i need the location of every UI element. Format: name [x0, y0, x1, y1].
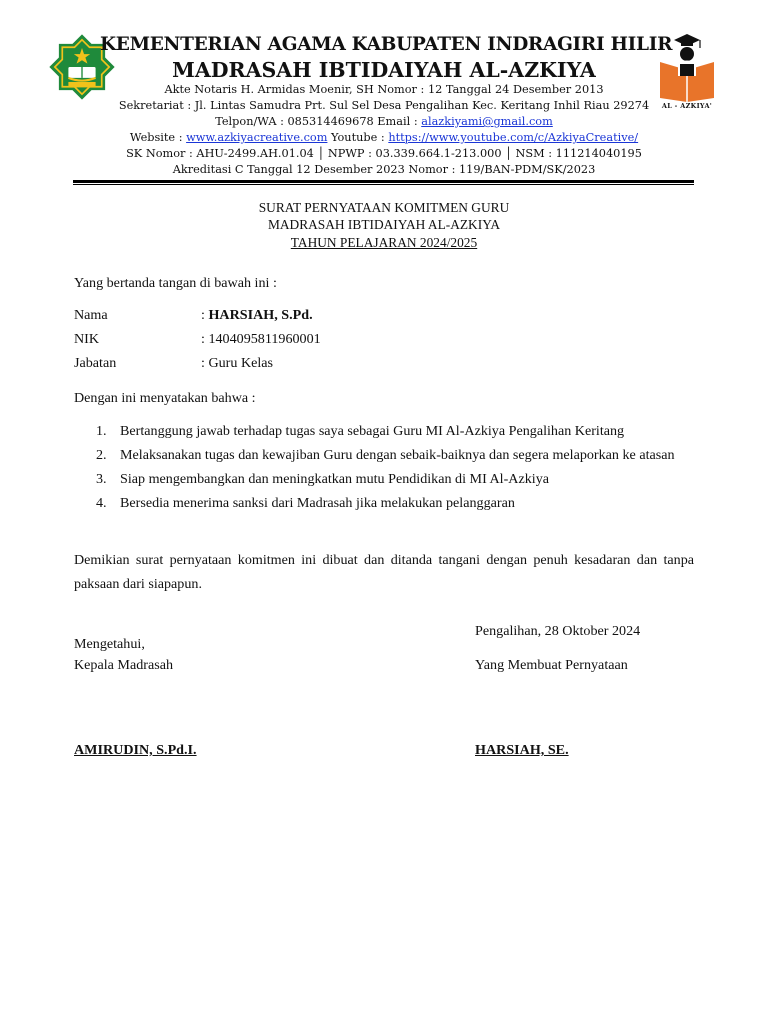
colon: :: [201, 331, 209, 347]
letterhead-divider-thick: [73, 180, 694, 183]
maker-signatory-name: HARSIAH, SE.: [475, 742, 569, 758]
head-signatory-name: AMIRUDIN, S.Pd.I.: [74, 742, 197, 758]
colon: :: [201, 307, 209, 323]
logo-caption: AL - AZKIYA': [661, 102, 713, 110]
doc-title: SURAT PERNYATAAN KOMITMEN GURU: [258, 200, 510, 215]
intro-text: Yang bertanda tangan di bawah ini :: [74, 275, 277, 291]
website-label: Website :: [129, 131, 187, 144]
position-value: Guru Kelas: [208, 355, 274, 371]
youtube-link[interactable]: https://www.youtube.com/c/AzkiyaCreative/: [388, 131, 639, 144]
youtube-label: Youtube :: [327, 131, 389, 144]
doc-subtitle: MADRASAH IBTIDAIYAH AL-AZKIYA: [267, 217, 501, 232]
item-text: Bersedia menerima sanksi dari Madrasah jika melakukan pelanggaran: [120, 495, 515, 511]
item-text: Bertanggung jawab terhadap tugas saya sebagai Guru MI Al-Azkiya Pengalihan Keritang: [120, 423, 625, 439]
item-number: 4.: [96, 495, 107, 511]
notary-line: Akte Notaris H. Armidas Moenir, SH Nomor : 12 Tanggal 24 Desember 2013: [164, 83, 604, 96]
registration-line: SK Nomor : AHU-2499.AH.01.04 │ NPWP : 03.339.664.1-213.000 │ NSM : 111214040195: [126, 147, 642, 160]
ministry-name: KEMENTERIAN AGAMA KABUPATEN INDRAGIRI HILIR: [100, 34, 673, 55]
head-title: Kepala Madrasah: [74, 657, 174, 673]
commitment-list: [74, 419, 694, 515]
item-number: 2.: [96, 447, 107, 463]
web-line: [100, 130, 668, 146]
item-text: Melaksanakan tugas dan kewajiban Guru dengan sebaik-baiknya dan segera melaporkan ke atasan: [120, 447, 675, 463]
nik-value: 1404095811960001: [208, 331, 321, 347]
item-text: Siap mengembangkan dan meningkatkan mutu Pendidikan di MI Al-Azkiya: [120, 471, 549, 487]
field-value-name: [201, 303, 313, 327]
contact-line: [100, 114, 668, 130]
colon: :: [201, 355, 209, 371]
field-value-position: [201, 351, 273, 375]
field-value-nik: [201, 327, 321, 351]
letterhead-divider-thin: [73, 184, 694, 185]
maker-title: Yang Membuat Pernyataan: [475, 657, 628, 673]
list-item: [74, 491, 694, 515]
accreditation-line: Akreditasi C Tanggal 12 Desember 2023 Nomor : 119/BAN-PDM/SK/2023: [172, 163, 596, 176]
phone-label: Telpon/WA : 085314469678 Email :: [215, 115, 422, 128]
closing-paragraph: Demikian surat pernyataan komitmen ini dibuat dan ditanda tangani dengan penuh kesadaran dan tanpa paksaan dari siapapun.: [74, 552, 694, 592]
field-label-nik: NIK: [74, 331, 100, 347]
list-item: [74, 443, 694, 467]
email-link[interactable]: alazkiyami@gmail.com: [421, 115, 553, 128]
field-label-name: Nama: [74, 307, 108, 323]
school-name: MADRASAH IBTIDAIYAH AL-AZKIYA: [172, 58, 596, 82]
declaration-text: Dengan ini menyatakan bahwa :: [74, 390, 256, 406]
item-number: 3.: [96, 471, 107, 487]
secretariat-line: Sekretariat : Jl. Lintas Samudra Prt. Sul Sel Desa Pengalihan Kec. Keritang Inhil Riau 29274: [118, 99, 650, 112]
item-number: 1.: [96, 423, 107, 439]
place-date: Pengalihan, 28 Oktober 2024: [475, 623, 641, 639]
website-link[interactable]: www.azkiyacreative.com: [186, 131, 328, 144]
name-value: HARSIAH, S.Pd.: [208, 307, 313, 323]
list-item: [74, 467, 694, 491]
list-item: [74, 419, 694, 443]
field-label-position: Jabatan: [74, 355, 117, 371]
acknowledged-label: Mengetahui,: [74, 636, 145, 652]
academic-year: TAHUN PELAJARAN 2024/2025: [290, 235, 478, 250]
